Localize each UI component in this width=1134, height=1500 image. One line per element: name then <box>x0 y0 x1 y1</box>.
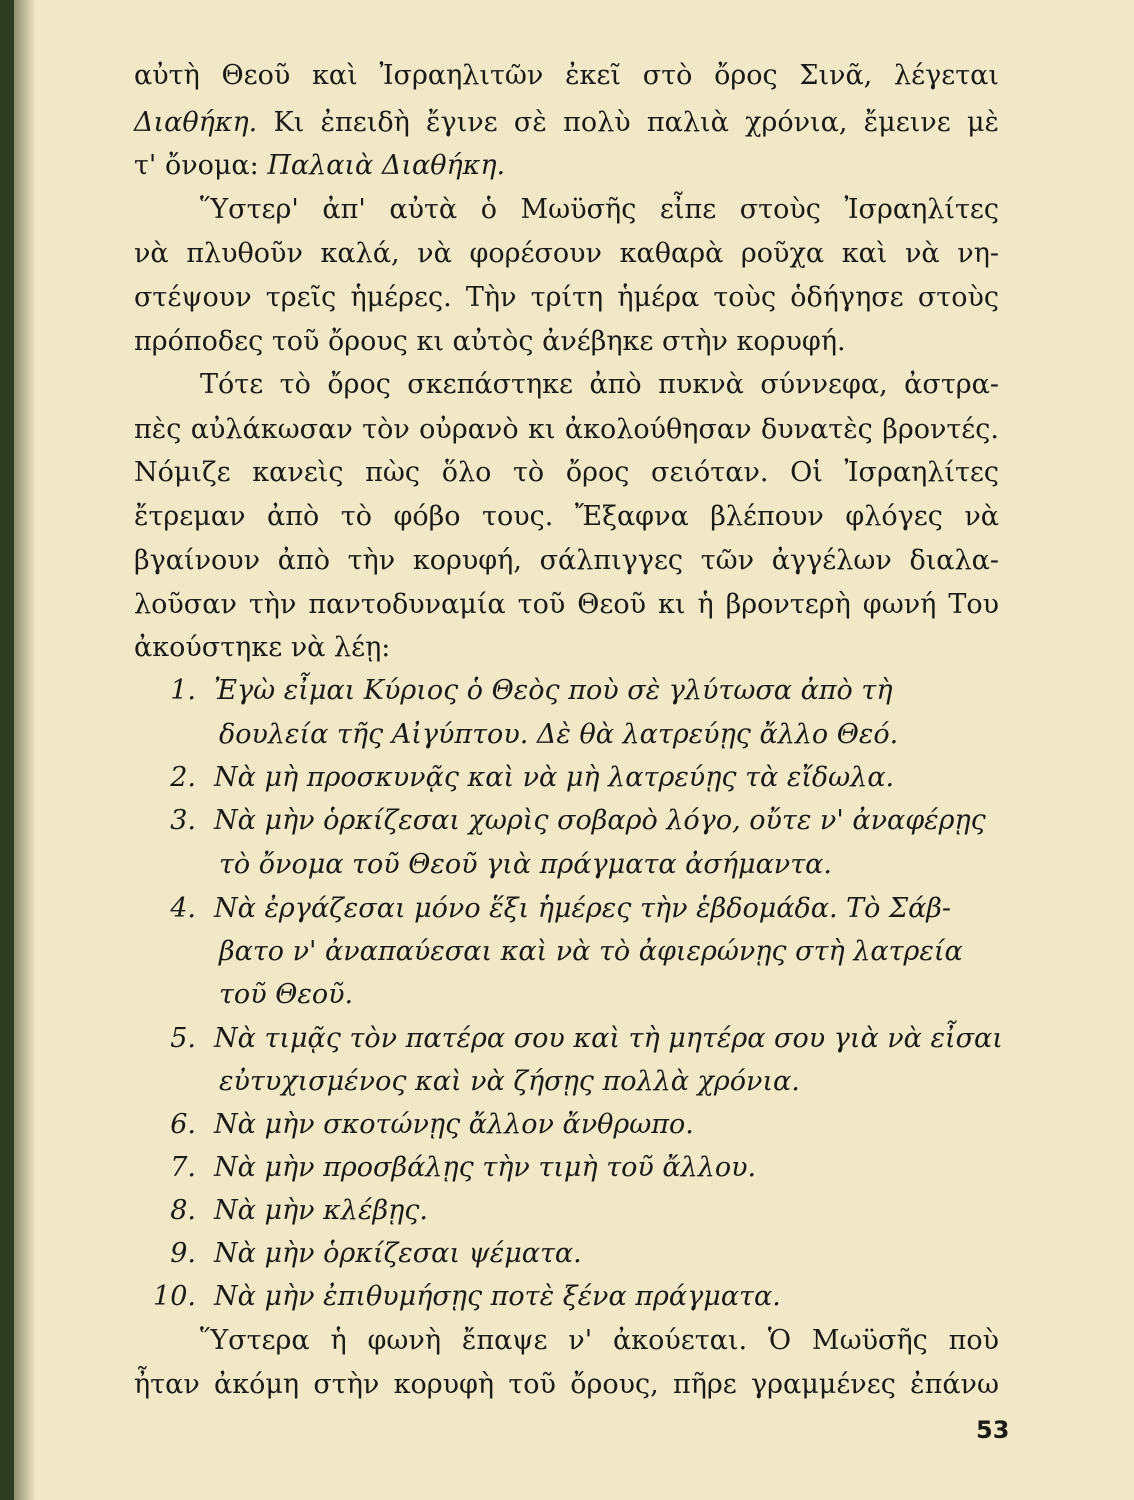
commandment-text: Νὰ μὴ προσκυνᾷς καὶ νὰ μὴ λατρεύῃς τὰ εἴδωλα. <box>214 762 895 793</box>
text-line: ἦταν ἀκόμη στὴν κορυφὴ τοῦ ὄρους, πῆρε γραμμένες ἐπάνω <box>134 1369 999 1400</box>
commandment-6 <box>134 1111 694 1138</box>
commandment-text: Ἐγὼ εἶμαι Κύριος ὁ Θεὸς ποὺ σὲ γλύτωσα ἀπὸ τὴ <box>214 675 893 706</box>
commandment-4 <box>134 895 951 922</box>
text-line <box>134 109 999 136</box>
commandment-3 <box>134 807 986 834</box>
commandment-text: Νὰ μὴν σκοτώνῃς ἄλλον ἄνθρωπο. <box>214 1109 694 1140</box>
commandment-continuation: τοῦ Θεοῦ. <box>219 979 354 1010</box>
commandment-8 <box>134 1197 428 1224</box>
text-line: νὰ πλυθοῦν καλά, νὰ φορέσουν καθαρὰ ροῦχα καὶ νὰ νη- <box>134 238 999 269</box>
commandment-7 <box>134 1154 756 1181</box>
page-number: 53 <box>976 1416 1010 1444</box>
commandment-10 <box>134 1283 781 1310</box>
commandment-continuation: εὐτυχισμένος καὶ νὰ ζήσῃς πολλὰ χρόνια. <box>219 1066 800 1097</box>
italic-term: Διαθήκη. <box>134 107 258 138</box>
spine-shadow <box>14 0 36 1500</box>
text-line: Τότε τὸ ὄρος σκεπάστηκε ἀπὸ πυκνὰ σύννεφα, ἀστρα- <box>200 369 999 400</box>
commandment-number: 10. <box>153 1281 196 1312</box>
text-fragment: Κι ἐπειδὴ ἔγινε σὲ πολὺ παλιὰ χρόνια, ἔμεινε μὲ <box>273 107 999 138</box>
commandment-2 <box>134 764 894 791</box>
commandment-number: 4. <box>170 893 196 924</box>
commandment-number: 6. <box>170 1109 196 1140</box>
text-line: Ὕστερα ἡ φωνὴ ἔπαψε ν' ἀκούεται. Ὁ Μωϋσῆς ποὺ <box>200 1325 999 1356</box>
commandment-1 <box>134 677 893 704</box>
commandment-5 <box>134 1025 1003 1052</box>
commandment-9 <box>134 1240 582 1267</box>
commandment-number: 3. <box>170 805 196 836</box>
commandment-continuation: τὸ ὄνομα τοῦ Θεοῦ γιὰ πράγματα ἀσήμαντα. <box>219 849 832 880</box>
commandment-number: 5. <box>170 1023 196 1054</box>
commandment-number: 2. <box>170 762 196 793</box>
commandment-text: Νὰ ἐργάζεσαι μόνο ἕξι ἡμέρες τὴν ἑβδομάδα. Τὸ Σάβ- <box>214 893 952 924</box>
text-line: πὲς αὐλάκωσαν τὸν οὐρανὸ κι ἀκολούθησαν δυνατὲς βροντές. <box>134 414 999 445</box>
commandment-number: 9. <box>170 1238 196 1269</box>
commandment-text: Νὰ μὴν προσβάλῃς τὴν τιμὴ τοῦ ἄλλου. <box>214 1152 757 1183</box>
text-line: αὐτὴ Θεοῦ καὶ Ἰσραηλιτῶν ἐκεῖ στὸ ὄρος Σινᾶ, λέγεται <box>134 60 999 91</box>
text-line: ἔτρεμαν ἀπὸ τὸ φόβο τους. Ἔξαφνα βλέπουν φλόγες νὰ <box>134 501 999 532</box>
text-line: λοῦσαν τὴν παντοδυναμία τοῦ Θεοῦ κι ἡ βροντερὴ φωνή Του <box>134 589 999 620</box>
commandment-text: Νὰ μὴν ἐπιθυμήσῃς ποτὲ ξένα πράγματα. <box>214 1281 781 1312</box>
commandment-number: 8. <box>170 1195 196 1226</box>
text-line: Ὕστερ' ἀπ' αὐτὰ ὁ Μωϋσῆς εἶπε στοὺς Ἰσραηλίτες <box>200 194 999 225</box>
commandment-continuation: βατο ν' ἀναπαύεσαι καὶ νὰ τὸ ἀφιερώνῃς στὴ λατρεία <box>219 936 963 967</box>
commandment-text: Νὰ μὴν ὁρκίζεσαι ψέματα. <box>214 1238 582 1269</box>
text-fragment: τ' ὄνομα: <box>134 150 259 181</box>
commandment-number: 1. <box>170 675 196 706</box>
commandment-text: Νὰ τιμᾷς τὸν πατέρα σου καὶ τὴ μητέρα σου γιὰ νὰ εἶσαι <box>214 1023 1003 1054</box>
text-line: Νόμιζε κανεὶς πὼς ὅλο τὸ ὄρος σειόταν. Οἱ Ἰσραηλίτες <box>134 457 999 488</box>
text-line: στέψουν τρεῖς ἡμέρες. Τὴν τρίτη ἡμέρα τοὺς ὁδήγησε στοὺς <box>134 282 999 313</box>
text-line <box>134 152 505 179</box>
text-line: πρόποδες τοῦ ὄρους κι αὐτὸς ἀνέβηκε στὴν κορυφή. <box>134 326 846 357</box>
book-page <box>14 0 1134 1500</box>
text-line: ἀκούστηκε νὰ λέῃ: <box>134 632 391 663</box>
italic-term: Παλαιὰ Διαθήκη. <box>267 150 506 181</box>
commandment-text: Νὰ μὴν ὁρκίζεσαι χωρὶς σοβαρὸ λόγο, οὔτε ν' ἀναφέρῃς <box>214 805 986 836</box>
commandment-continuation: δουλεία τῆς Αἰγύπτου. Δὲ θὰ λατρεύῃς ἄλλο Θεό. <box>219 719 899 750</box>
commandment-text: Νὰ μὴν κλέβῃς. <box>214 1195 428 1226</box>
text-line: βγαίνουν ἀπὸ τὴν κορυφή, σάλπιγγες τῶν ἀγγέλων διαλα- <box>134 545 999 576</box>
commandment-number: 7. <box>170 1152 196 1183</box>
